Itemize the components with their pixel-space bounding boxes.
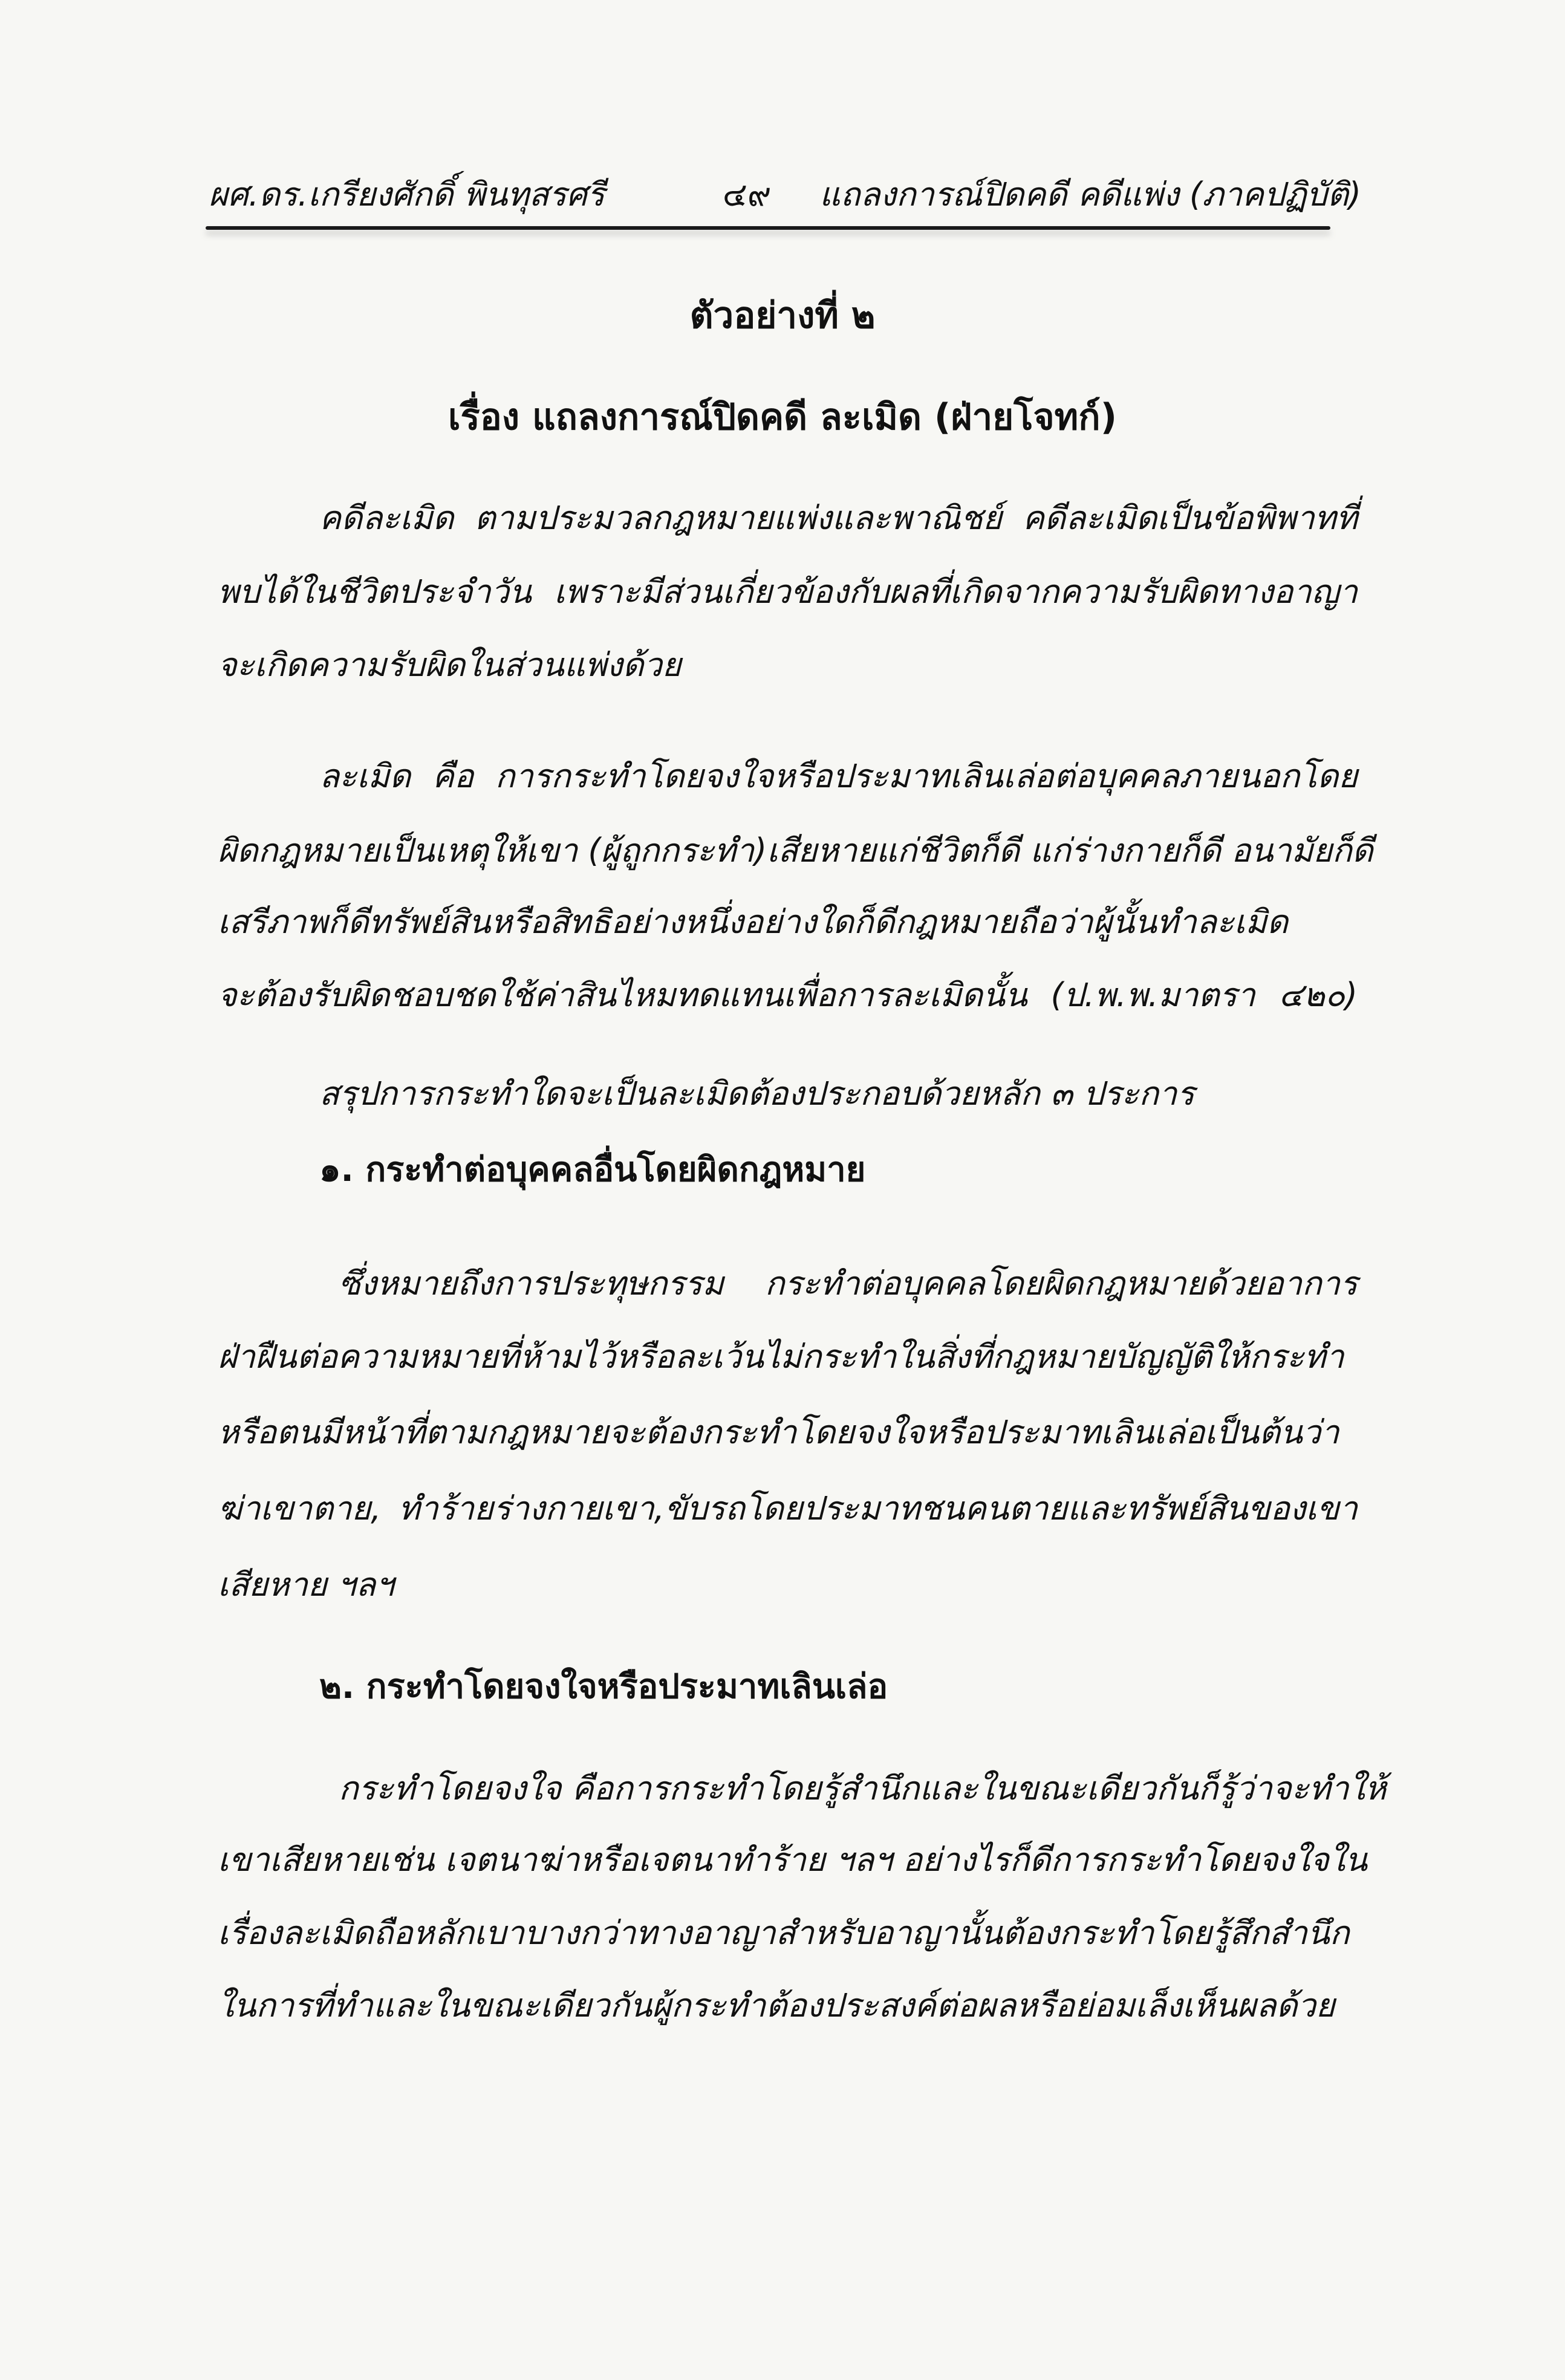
text-line: เสรีภาพก็ดีทรัพย์สินหรือสิทธิอย่างหนึ่งอย่างใดก็ดีกฎหมายถือว่าผู้นั้นทำละเมิด bbox=[218, 903, 1289, 941]
section-heading-2: ๒. กระทำโดยจงใจหรือประมาทเลินเล่อ bbox=[319, 1667, 888, 1706]
text-line: หรือตนมีหน้าที่ตามกฎหมายจะต้องกระทำโดยจงใจหรือประมาทเลินเล่อเป็นต้นว่า bbox=[218, 1413, 1339, 1451]
section-heading-1: ๑. กระทำต่อบุคคลอื่นโดยผิดกฎหมาย bbox=[319, 1150, 866, 1189]
page-subject: เรื่อง แถลงการณ์ปิดคดี ละเมิด (ฝ่ายโจทก์) bbox=[448, 396, 1117, 438]
text-line: ผิดกฎหมายเป็นเหตุให้เขา (ผู้ถูกกระทำ)เสียหายแก่ชีวิตก็ดี แก่ร่างกายก็ดี อนามัยก็ดี bbox=[218, 831, 1373, 870]
text-line: คดีละเมิด ตามประมวลกฎหมายแพ่งและพาณิชย์ คดีละเมิดเป็นข้อพิพาทที่ bbox=[319, 499, 1358, 537]
header-book-title: แถลงการณ์ปิดคดี คดีแพ่ง (ภาคปฏิบัติ) bbox=[819, 175, 1361, 213]
text-line: ซึ่งหมายถึงการประทุษกรรม กระทำต่อบุคคลโดยผิดกฎหมายด้วยอาการ bbox=[339, 1264, 1358, 1302]
text-line: เรื่องละเมิดถือหลักเบาบางกว่าทางอาญาสำหรับอาญานั้นต้องกระทำโดยรู้สึกสำนึก bbox=[218, 1914, 1350, 1952]
text-line: จะต้องรับผิดชอบชดใช้ค่าสินไหมทดแทนเพื่อการละเมิดนั้น (ป.พ.พ.มาตรา ๔๒๐) bbox=[218, 976, 1358, 1014]
header-divider bbox=[206, 226, 1330, 230]
header-author: ผศ.ดร.เกรียงศักดิ์ พินทุสรศรี bbox=[209, 175, 605, 213]
page-title: ตัวอย่างที่ ๒ bbox=[689, 294, 876, 337]
summary-line: สรุปการกระทำใดจะเป็นละเมิดต้องประกอบด้วยหลัก ๓ ประการ bbox=[319, 1075, 1195, 1113]
text-line: เขาเสียหายเช่น เจตนาฆ่าหรือเจตนาทำร้าย ฯลฯ อย่างไรก็ดีการกระทำโดยจงใจใน bbox=[218, 1841, 1368, 1879]
text-line: กระทำโดยจงใจ คือการกระทำโดยรู้สำนึกและในขณะเดียวกันก็รู้ว่าจะทำให้ bbox=[339, 1769, 1387, 1807]
text-line: ฆ่าเขาตาย, ทำร้ายร่างกายเขา,ขับรถโดยประมาทชนคนตายและทรัพย์สินของเขา bbox=[218, 1489, 1358, 1527]
text-line: ฝ่าฝืนต่อความหมายที่ห้ามไว้หรือละเว้นไม่กระทำในสิ่งที่กฎหมายบัญญัติให้กระทำ bbox=[218, 1338, 1344, 1376]
header-page-number: ๔๙ bbox=[723, 175, 772, 213]
text-line: เสียหาย ฯลฯ bbox=[218, 1566, 394, 1604]
text-line: จะเกิดความรับผิดในส่วนแพ่งด้วย bbox=[218, 646, 682, 684]
text-line: พบได้ในชีวิตประจำวัน เพราะมีส่วนเกี่ยวข้องกับผลที่เกิดจากความรับผิดทางอาญา bbox=[218, 573, 1358, 611]
text-line: ละเมิด คือ การกระทำโดยจงใจหรือประมาทเลินเล่อต่อบุคคลภายนอกโดย bbox=[319, 757, 1358, 795]
text-line: ในการที่ทำและในขณะเดียวกันผู้กระทำต้องประสงค์ต่อผลหรือย่อมเล็งเห็นผลด้วย bbox=[218, 1986, 1335, 2024]
